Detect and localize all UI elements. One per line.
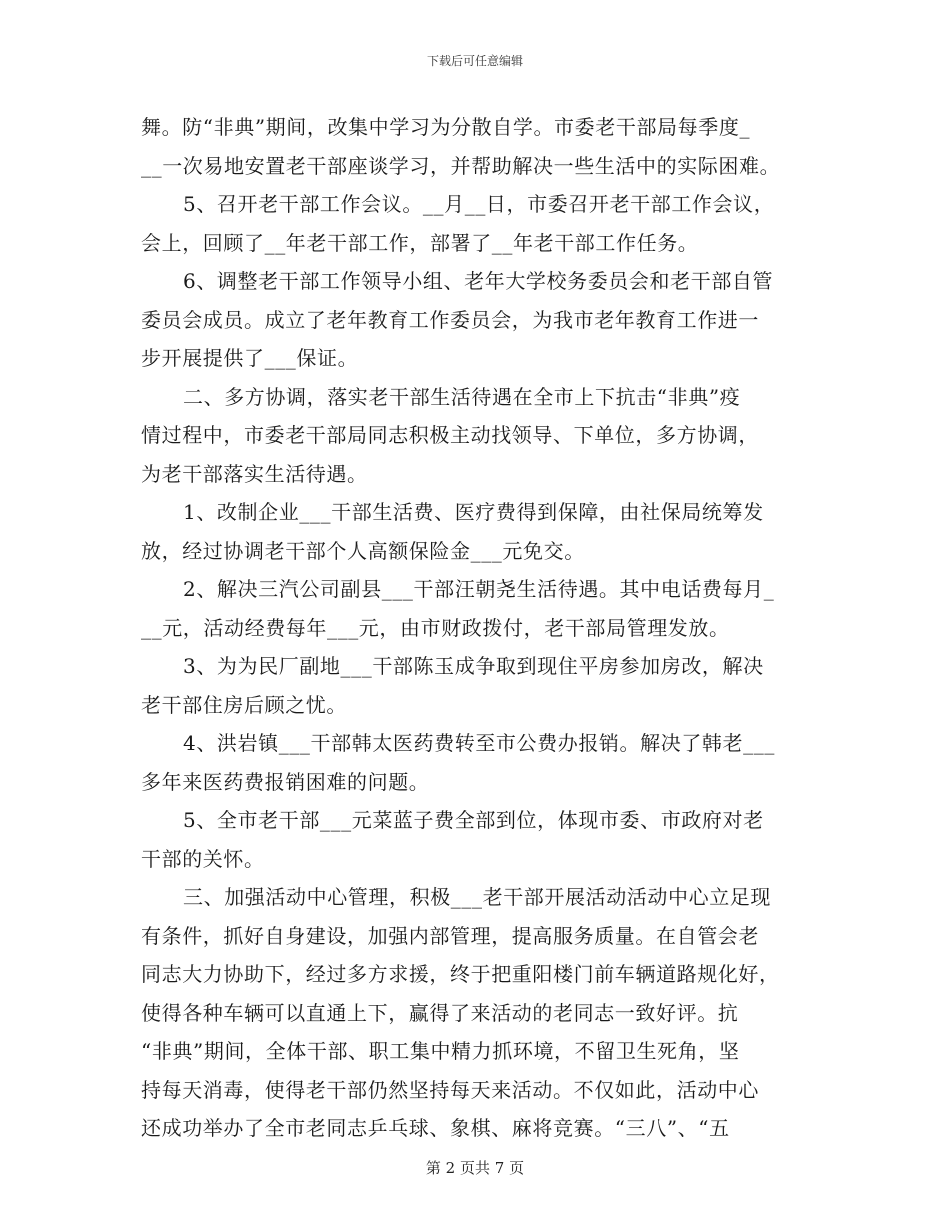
text-line: 老干部住房后顾之忧。 (141, 692, 347, 717)
text-line: 4、洪岩镇___干部韩太医药费转至市公费办报销。解决了韩老___ (183, 731, 775, 755)
text-line: 会上，回顾了__年老干部工作，部署了__年老干部工作任务。 (141, 230, 699, 255)
text-line: 5、全市老干部___元菜蓝子费全部到位，体现市委、市政府对老 (183, 808, 764, 832)
text-line: 2、解决三汽公司副县___干部汪朝尧生活待遇。其中电话费每月_ (183, 577, 775, 601)
text-line: 5、召开老干部工作会议。__月__日，市委召开老干部工作会议， (183, 192, 775, 216)
text-line: 多年来医药费报销困难的问题。 (141, 769, 430, 794)
page-footer: 第 2 页共 7 页 (425, 1159, 525, 1177)
text-line: 6、调整老干部工作领导小组、老年大学校务委员会和老干部自管 (183, 269, 774, 293)
text-line: 情过程中，市委老干部局同志积极主动找领导、下单位，多方协调， (141, 423, 759, 447)
text-line: 持每天消毒，使得老干部仍然坚持每天来活动。不仅如此，活动中心 (141, 1077, 759, 1102)
text-line: 三、加强活动中心管理，积极___老干部开展活动活动中心立足现 (183, 885, 771, 909)
text-line: __元，活动经费每年___元，由市财政拨付，老干部局管理发放。 (141, 615, 730, 640)
text-line: “非典”期间，全体干部、职工集中精力抓环境，不留卫生死角，坚 (141, 1039, 740, 1063)
text-line: 舞。防“非典”期间，改集中学习为分散自学。市委老干部局每季度_ (141, 115, 751, 139)
text-line: 干部的关怀。 (141, 846, 265, 871)
text-line: 有条件，抓好自身建设，加强内部管理，提高服务质量。在自管会老 (141, 923, 759, 948)
text-line: 1、改制企业___干部生活费、医疗费得到保障，由社保局统筹发 (183, 500, 764, 524)
text-line: 使得各种车辆可以直通上下，赢得了来活动的老同志一致好评。抗 (141, 1000, 739, 1025)
text-line: 还成功举办了全市老同志乒乓球、象棋、麻将竞赛。“三八”、“五 (141, 1116, 730, 1140)
text-line: 委员会成员。成立了老年教育工作委员会，为我市老年教育工作进一 (141, 307, 759, 332)
text-line: 3、为为民厂副地___干部陈玉成争取到现住平房参加房改，解决 (183, 654, 764, 678)
text-line: 二、多方协调，落实老干部生活待遇在全市上下抗击“非典”疫 (183, 384, 741, 409)
text-line: __一次易地安置老干部座谈学习，并帮助解决一些生活中的实际困难。 (141, 153, 781, 178)
text-line: 为老干部落实生活待遇。 (141, 461, 368, 486)
text-line: 放，经过协调老干部个人高额保险金___元免交。 (141, 538, 585, 563)
page-header: 下载后可任意编辑 (426, 54, 523, 68)
text-line: 同志大力协助下，经过多方求援，终于把重阳楼门前车辆道路规化好， (141, 962, 780, 986)
text-line: 步开展提供了___保证。 (141, 346, 359, 370)
document-body (141, 108, 809, 1148)
